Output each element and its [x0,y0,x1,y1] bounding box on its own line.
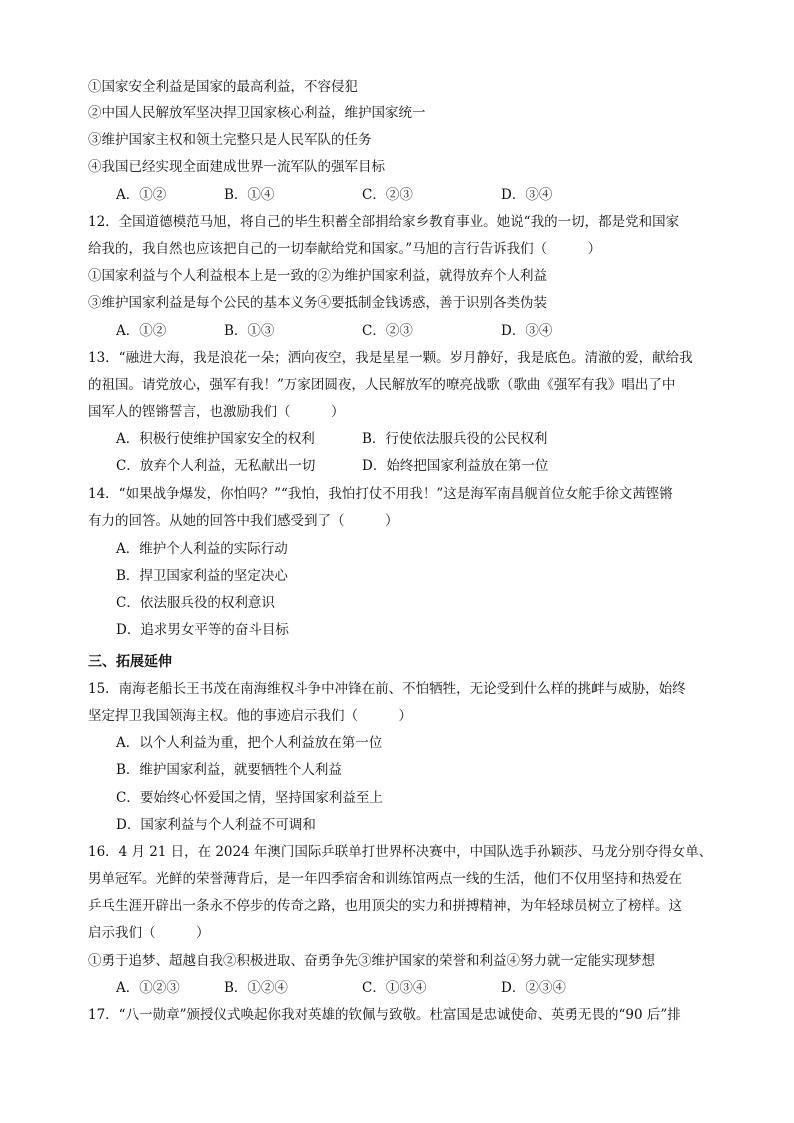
section-heading: 三、拓展延伸 [88,654,172,670]
q13-option-d[interactable]: D．始终把国家利益放在第一位 [362,458,549,474]
q12-option-d[interactable]: D．③④ [501,323,553,339]
q12-item-line-2: ③维护国家利益是每个公民的基本义务④要抵制金钱诱惑，善于识别各类伪装 [88,295,547,311]
q17-stem-line-1: 17．“八一勋章”颁授仪式唤起你我对英雄的钦佩与致敬。杜富国是忠诚使命、英勇无畏的“90 后”排 [88,1007,681,1023]
q11-item-1: ①国家安全利益是国家的最高利益，不容侵犯 [88,79,358,95]
q12-stem-line-2: 给我的，我自然也应该把自己的一切奉献给党和国家。”马旭的言行告诉我们（ ） [88,241,602,257]
q15-stem-line-1: 15．南海老船长王书茂在南海维权斗争中冲锋在前、不怕牺牲，无论受到什么样的挑衅与威胁，始终 [88,681,686,697]
q15-stem-line-2: 坚定捍卫我国领海主权。他的事迹启示我们（ ） [88,708,412,724]
q13-stem-line-1: 13．“融进大海，我是浪花一朵；洒向夜空，我是星星一颗。岁月静好，我是底色。清澈的爱，献给我 [88,350,693,366]
q16-stem-line-4: 启示我们（ ） [88,925,210,941]
q16-stem-line-1: 16．4 月 21 日，在 2024 年澳门国际乒联单打世界杯决赛中，中国队选手孙颖莎、马龙分别夺得女单、 [88,844,713,860]
q12-item-line-1: ①国家利益与个人利益根本上是一致的②为维护国家利益，就得放弃个人利益 [88,268,547,284]
q11-option-a[interactable]: A．①② [116,187,167,203]
q15-option-c[interactable]: C．要始终心怀爱国之情，坚持国家利益至上 [116,790,383,806]
q16-stem-line-3: 乒乓生涯开辟出一条永不停步的传奇之路，也用顶尖的实力和拼搏精神，为年轻球员树立了榜样。这 [88,898,682,914]
q16-option-c[interactable]: C．①③④ [362,980,427,996]
q12-option-a[interactable]: A．①② [116,323,167,339]
q16-item-line-1: ①勇于追梦、超越自我②积极进取、奋勇争先③维护国家的荣誉和利益④努力就一定能实现梦想 [88,953,655,969]
q13-option-b[interactable]: B．行使依法服兵役的公民权利 [362,431,548,447]
q14-option-a[interactable]: A．维护个人利益的实际行动 [116,541,288,557]
q14-stem-line-2: 有力的回答。从她的回答中我们感受到了（ ） [88,513,399,529]
q11-item-2: ②中国人民解放军坚决捍卫国家核心利益，维护国家统一 [88,105,426,121]
q12-option-b[interactable]: B．①③ [224,323,275,339]
q15-option-a[interactable]: A．以个人利益为重，把个人利益放在第一位 [116,735,383,751]
q13-stem-line-2: 的祖国。请党放心，强军有我！”万家团圆夜，人民解放军的嘹亮战歌（歌曲《强军有我》唱出了中 [88,377,676,393]
q11-item-3: ③维护国家主权和领土完整只是人民军队的任务 [88,132,372,148]
q14-option-c[interactable]: C．依法服兵役的权利意识 [116,595,275,611]
q12-option-c[interactable]: C．②③ [362,323,413,339]
q16-option-d[interactable]: D．②③④ [501,980,566,996]
q11-item-4: ④我国已经实现全面建成世界一流军队的强军目标 [88,159,385,175]
q14-stem-line-1: 14．“如果战争爆发，你怕吗？”“我怕，我怕打仗不用我！”这是海军南昌舰首位女舵手徐文茜铿锵 [88,486,673,502]
q15-option-d[interactable]: D．国家利益与个人利益不可调和 [116,817,316,833]
q15-option-b[interactable]: B．维护国家利益，就要牺牲个人利益 [116,762,342,778]
q11-option-c[interactable]: C．②③ [362,187,413,203]
q14-option-b[interactable]: B．捍卫国家利益的坚定决心 [116,568,288,584]
q11-option-d[interactable]: D．③④ [501,187,553,203]
q13-option-a[interactable]: A．积极行使维护国家安全的权利 [116,431,315,447]
q11-option-b[interactable]: B．①④ [224,187,275,203]
q14-option-d[interactable]: D．追求男女平等的奋斗目标 [116,622,289,638]
q12-stem-line-1: 12．全国道德模范马旭，将自己的毕生积蓄全部捐给家乡教育事业。她说“我的一切，都是党和国家 [88,214,680,230]
q16-option-b[interactable]: B．①②④ [224,980,288,996]
q16-option-a[interactable]: A．①②③ [116,980,180,996]
q13-option-c[interactable]: C．放弃个人利益，无私献出一切 [116,458,316,474]
q13-stem-line-3: 国军人的铿锵誓言，也激励我们（ ） [88,404,345,420]
q16-stem-line-2: 男单冠军。光鲜的荣誉薄背后，是一年四季宿舍和训练馆两点一线的生活，他们不仅用坚持和热爱在 [88,871,682,887]
